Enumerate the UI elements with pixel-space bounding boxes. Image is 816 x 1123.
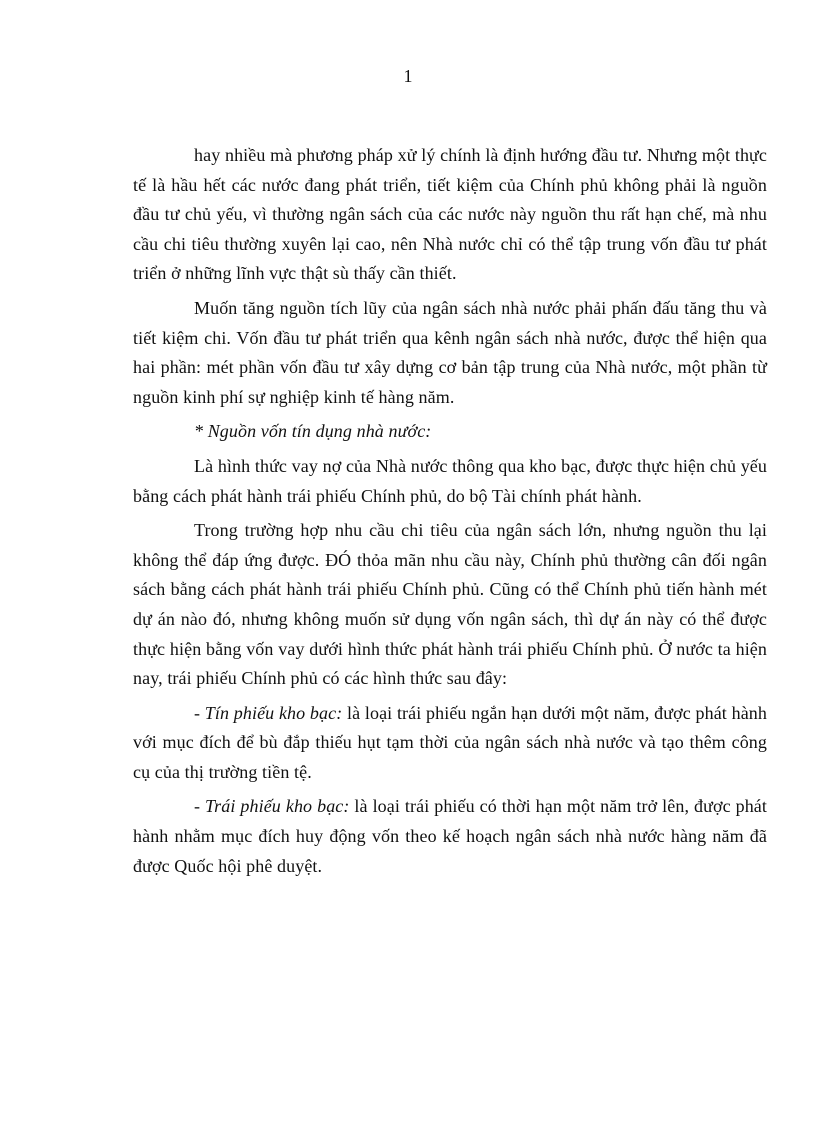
paragraph-government-bonds: Trong trường hợp nhu cầu chi tiêu của ngân sách lớn, nhưng nguồn thu lại không thể đáp ứng được. ĐÓ thỏa mãn nhu cầu này, Chính phủ thường cân đối ngân sách bằng cách phát hành trái phiếu Chính phủ. Cũng có thể Chính phủ tiến hành mét dự án nào đó, nhưng không muốn sử dụng vốn ngân sách, thì dự án này có thể được thực hiện bằng vốn vay dưới hình thức phát hành trái phiếu Chính phủ. Ở nước ta hiện nay, trái phiếu Chính phủ có các hình thức sau đây:	[133, 520, 767, 689]
document-body	[133, 141, 767, 886]
list-item-dash: -	[194, 702, 205, 723]
definition-treasury-bills: là loại trái phiếu ngắn hạn dưới một năm, được phát hành với mục đích để bù đắp thiếu hụt tạm thời của ngân sách nhà nước và tạo thêm công cụ của thị trường tiền tệ.	[133, 702, 767, 782]
definition-treasury-bonds: là loại trái phiếu có thời hạn một năm trở lên, được phát hành nhằm mục đích huy động vốn theo kế hoạch ngân sách nhà nước hàng năm đã được Quốc hội phê duyệt.	[133, 796, 767, 876]
list-item-dash: -	[194, 796, 206, 817]
paragraph-budget-accumulation: Muốn tăng nguồn tích lũy của ngân sách nhà nước phải phấn đấu tăng thu và tiết kiệm chi. Vốn đầu tư phát triển qua kênh ngân sách nhà nước, được thể hiện qua hai phần: mét phần vốn đầu tư xây dựng cơ bản tập trung của Nhà nước, một phần từ nguồn kinh phí sự nghiệp kinh tế hàng năm.	[133, 297, 767, 407]
section-heading-state-credit: * Nguồn vốn tín dụng nhà nước:	[194, 421, 432, 442]
term-treasury-bonds: Trái phiếu kho bạc:	[205, 796, 350, 817]
paragraph-state-borrowing: Là hình thức vay nợ của Nhà nước thông qua kho bạc, được thực hiện chủ yếu bằng cách phát hành trái phiếu Chính phủ, do bộ Tài chính phát hành.	[133, 455, 767, 506]
paragraph-state-budget-investment: hay nhiều mà phương pháp xử lý chính là định hướng đầu tư. Nhưng một thực tế là hầu hết các nước đang phát triển, tiết kiệm của Chính phủ không phải là nguồn đầu tư chủ yếu, vì thường ngân sách của các nước này nguồn thu rất hạn chế, mà nhu cầu chi tiêu thường xuyên lại cao, nên Nhà nước chỉ có thể tập trung vốn đầu tư phát triển ở những lĩnh vực thật sù thấy cần thiết.	[133, 145, 767, 284]
term-treasury-bills: Tín phiếu kho bạc:	[204, 702, 343, 723]
page-number: 1	[403, 66, 413, 86]
list-item-treasury-bills	[133, 699, 767, 788]
list-item-treasury-bonds	[133, 792, 767, 881]
